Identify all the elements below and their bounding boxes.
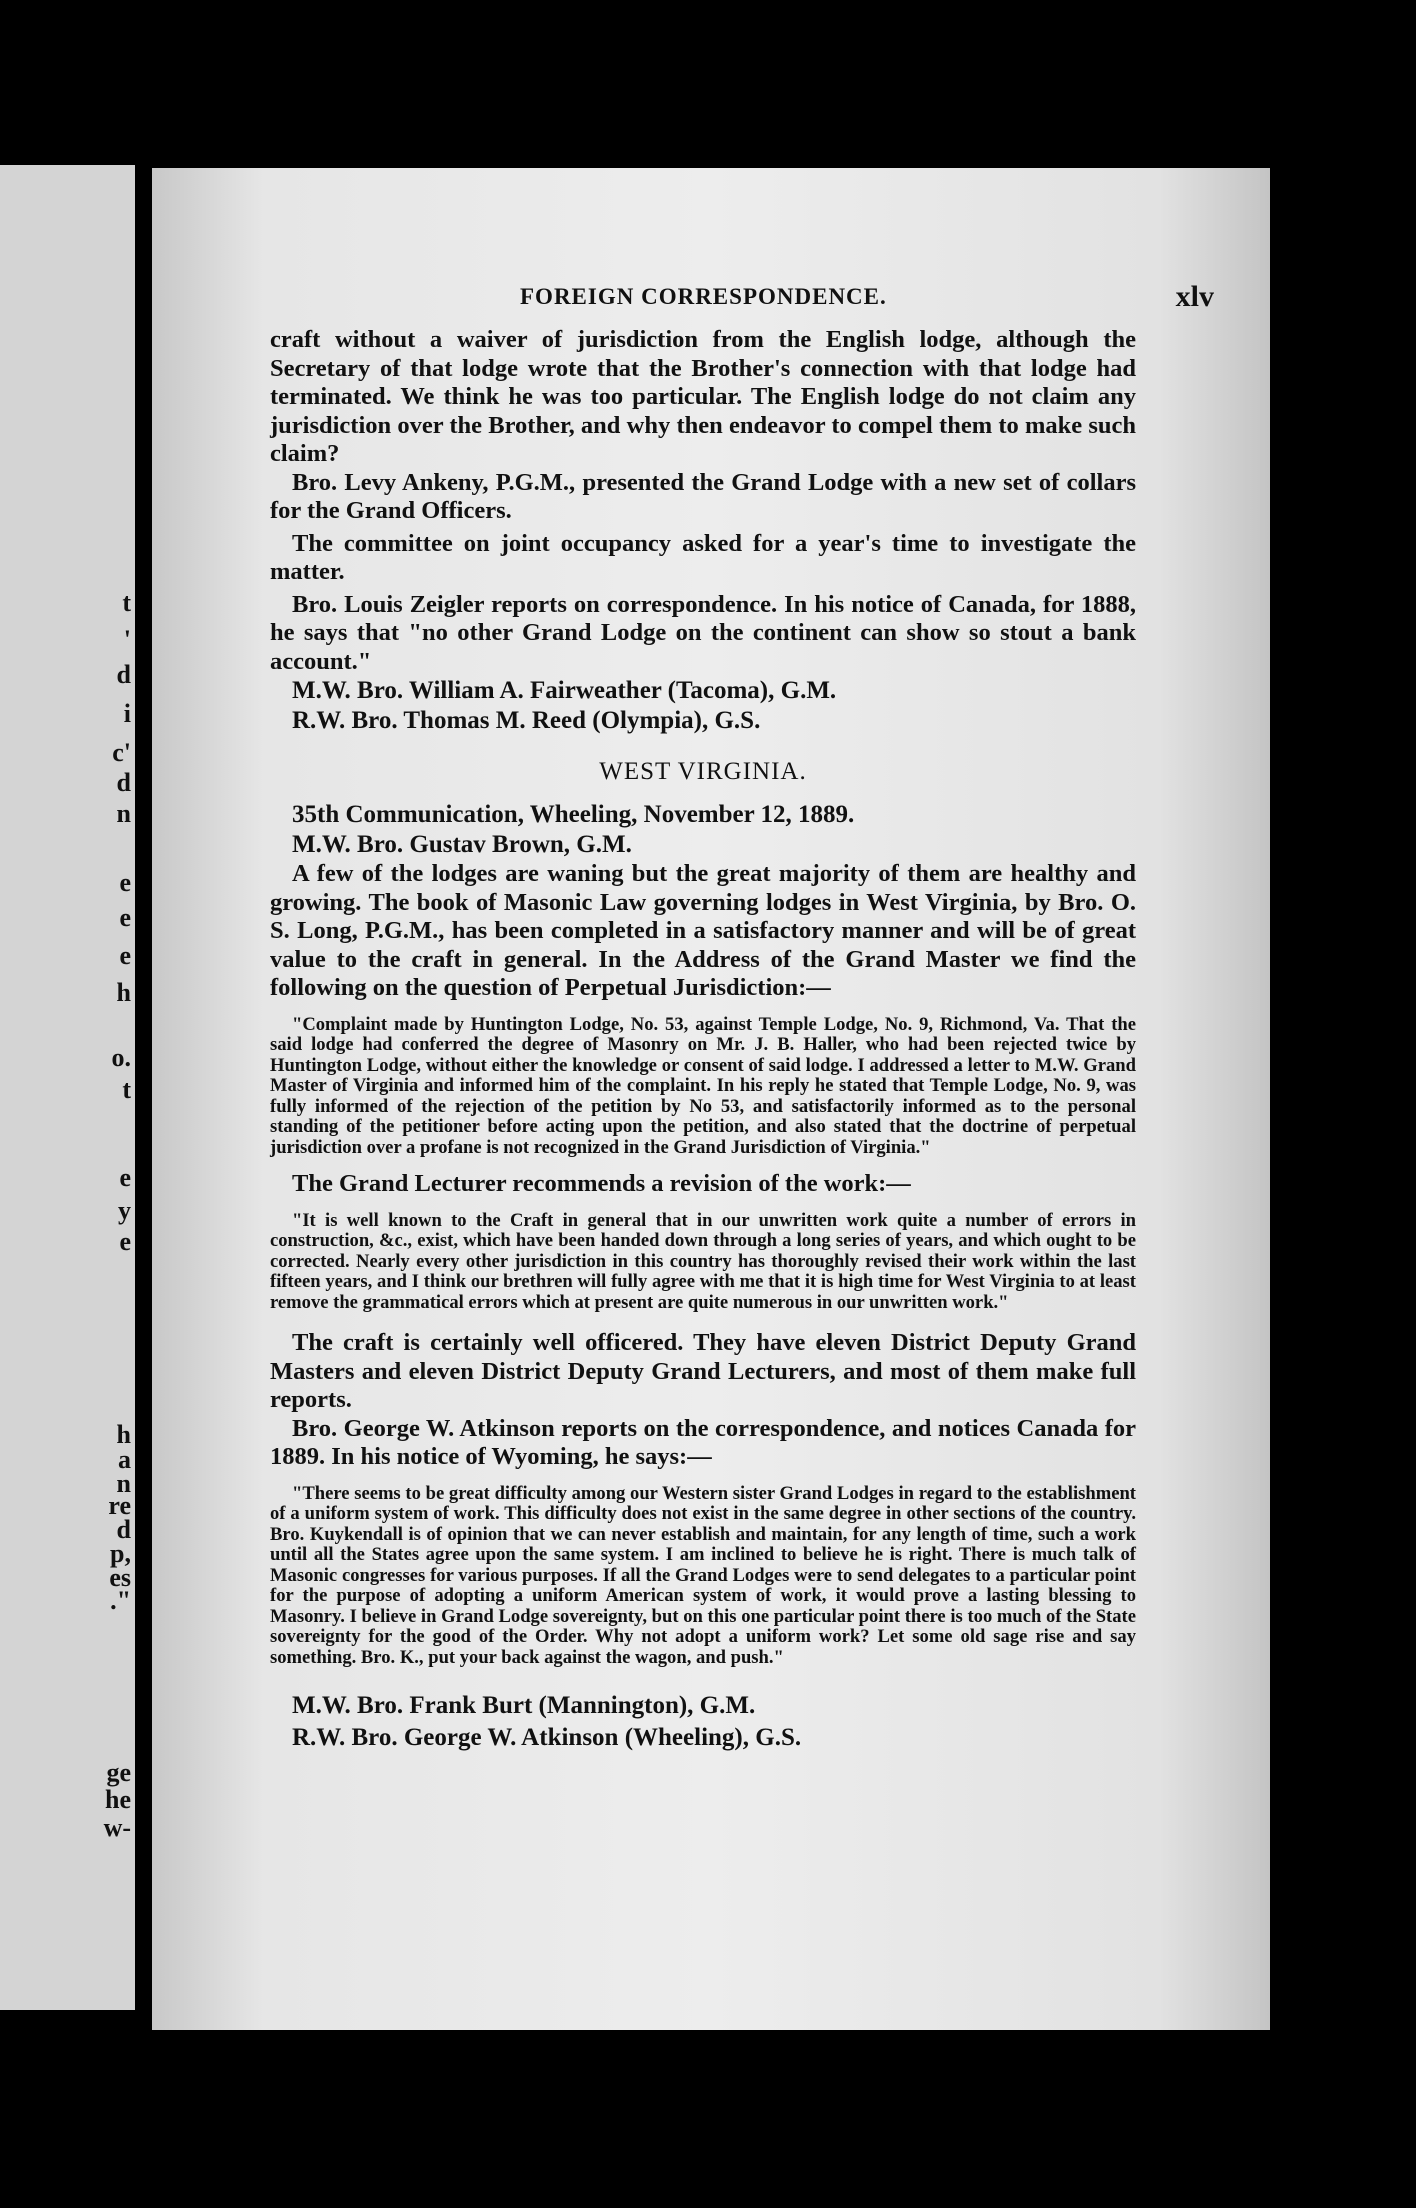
left-fragment: h — [116, 978, 131, 1007]
left-fragment: y — [118, 1196, 131, 1225]
left-fragment: es — [109, 1563, 131, 1592]
section-title: WEST VIRGINIA. — [599, 758, 807, 785]
paragraph: The committee on joint occupancy asked for a year's time to investigate the matter. — [270, 529, 1136, 585]
left-fragment: h — [116, 1420, 131, 1449]
left-fragment: re — [108, 1491, 131, 1520]
paragraph: Bro. Louis Zeigler reports on correspondence. In his notice of Canada, for 1888, he says that "no other Grand Lodge on the continent can show so stout a bank account." — [270, 590, 1136, 675]
book-page — [152, 168, 1270, 2030]
left-fragment: ' — [123, 625, 131, 654]
left-fragment: p, — [110, 1539, 131, 1568]
left-fragment: t — [122, 588, 131, 617]
left-fragment: w- — [103, 1813, 131, 1842]
paragraph: Bro. George W. Atkinson reports on the correspondence, and notices Canada for 1889. In his notice of Wyoming, he says:— — [270, 1414, 1136, 1470]
left-fragment: i — [123, 699, 131, 728]
left-fragment: e — [119, 941, 131, 970]
adjacent-page-edge — [0, 165, 135, 2010]
left-fragment: e — [119, 903, 131, 932]
officer-line: M.W. Bro. William A. Fairweather (Tacoma), G.M. — [292, 677, 837, 704]
officer-line: R.W. Bro. George W. Atkinson (Wheeling), G.S. — [292, 1724, 802, 1751]
left-fragment: e — [119, 1227, 131, 1256]
left-fragment: n — [116, 1469, 131, 1498]
left-fragment: d — [116, 768, 131, 797]
left-fragment: e — [119, 1163, 131, 1192]
left-fragment: c' — [112, 738, 131, 767]
left-fragment: he — [105, 1785, 131, 1814]
officer-line: R.W. Bro. Thomas M. Reed (Olympia), G.S. — [292, 707, 761, 734]
paragraph: craft without a waiver of jurisdiction from the English lodge, although the Secretary of that lodge wrote that the Brother's connection with that lodge had terminated. We think he was too particular. The English lodge do not claim any jurisdiction over the Brother, and why then endeavor to compel them to make such claim? — [270, 326, 1136, 467]
left-fragment: a — [118, 1445, 131, 1474]
page-header — [152, 280, 1270, 320]
quotation: "Complaint made by Huntington Lodge, No. 53, against Temple Lodge, No. 9, Richmond, Va. That the said lodge had conferred the degree of Masonry on Mr. J. B. Haller, who had been rejected twice by Huntington Lodge, without either the knowledge or consent of said lodge. I addressed a letter to M.W. Grand Master of Virginia and informed him of the complaint. In his reply he stated that Temple Lodge, No. 9, was fully informed of the rejection of the petition by No 53, and satisfactorily informed as to the personal standing of the petitioner before acting upon the petition, and also stated that the doctrine of perpetual jurisdiction over a profane is not recognized in the Grand Jurisdiction of Virginia." — [270, 1013, 1136, 1158]
page-content — [270, 326, 1136, 1754]
officer-line: M.W. Bro. Frank Burt (Mannington), G.M. — [292, 1692, 756, 1719]
page-number: xlv — [1175, 280, 1214, 313]
left-fragment: t — [122, 1075, 131, 1104]
running-head: FOREIGN CORRESPONDENCE. — [520, 284, 887, 309]
left-fragment: ." — [110, 1586, 131, 1615]
quotation: "There seems to be great difficulty among our Western sister Grand Lodges in regard to the establishment of a uniform system of work. This difficulty does not exist in the same degree in other sections of the country. Bro. Kuykendall is of opinion that we can never establish and maintain, for any length of time, such a work until all the States agree upon the same system. I am inclined to believe he is right. There is much talk of Masonic congresses for various purposes. If all the Grand Lodges were to send delegates to a particular point for the purpose of adopting a uniform American system of work, it would prove a lasting blessing to Masonry. I believe in Grand Lodge sovereignty, but on this one particular point there is too much of the State sovereignty for the good of the Order. Why not adopt a uniform work? Let some old sage rise and say something. Bro. K., put your back against the wagon, and push." — [270, 1482, 1136, 1668]
left-fragment: n — [116, 799, 131, 828]
paragraph: Bro. Levy Ankeny, P.G.M., presented the Grand Lodge with a new set of collars for the Grand Officers. — [270, 468, 1136, 524]
paragraph: A few of the lodges are waning but the great majority of them are healthy and growing. The book of Masonic Law governing lodges in West Virginia, by Bro. O. S. Long, P.G.M., has been completed in a satisfactory manner and will be of great value to the craft in general. In the Address of the Grand Master we find the following on the question of Perpetual Jurisdiction:— — [270, 860, 1136, 1001]
left-fragment: e — [119, 868, 131, 897]
left-fragment: d — [116, 1515, 131, 1544]
left-fragment: ge — [106, 1758, 131, 1787]
officer-line: M.W. Bro. Gustav Brown, G.M. — [292, 831, 632, 858]
left-fragment: o. — [111, 1043, 131, 1072]
left-fragment: d — [116, 660, 131, 689]
communication-line: 35th Communication, Wheeling, November 12, 1889. — [292, 801, 855, 828]
quotation: "It is well known to the Craft in general that in our unwritten work quite a number of errors in construction, &c., exist, which have been handed down through a long series of years, and which ought to be corrected. Nearly every other jurisdiction in this country has thoroughly revised their work within the last fifteen years, and I think our brethren will fully agree with me that it is high time for West Virginia to at least remove the grammatical errors which at present are quite numerous in our unwritten work." — [270, 1209, 1136, 1313]
paragraph: The craft is certainly well officered. They have eleven District Deputy Grand Masters and eleven District Deputy Grand Lecturers, and most of them make full reports. — [270, 1329, 1136, 1413]
paragraph: The Grand Lecturer recommends a revision of the work:— — [292, 1170, 911, 1197]
